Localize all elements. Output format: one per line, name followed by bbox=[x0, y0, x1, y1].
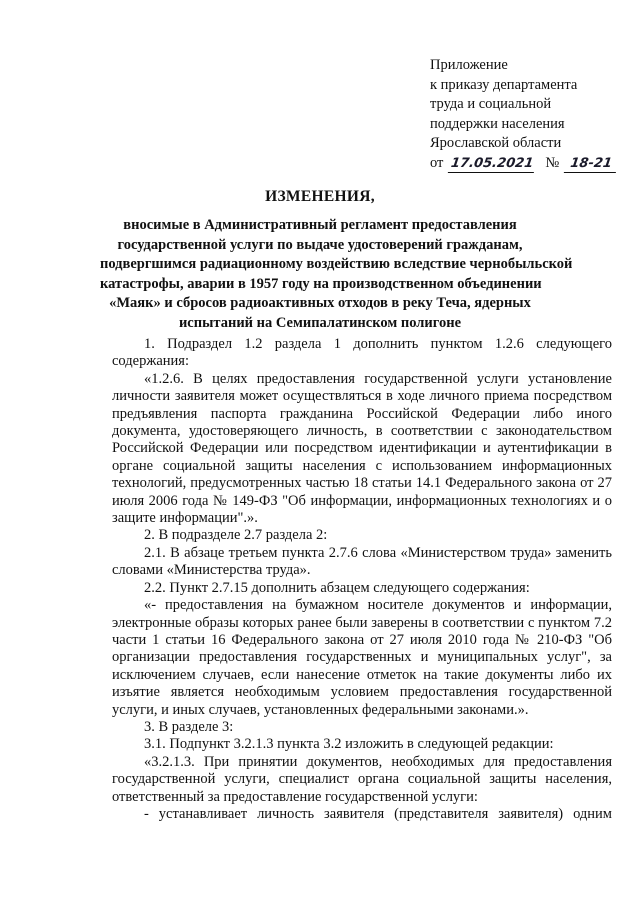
title-main: ИЗМЕНЕНИЯ, bbox=[265, 188, 375, 205]
appendix-block bbox=[430, 56, 630, 173]
date-number-line bbox=[430, 154, 630, 174]
paragraph: «1.2.6. В целях предоставления государственной услуги установление личности заявителя может осуществляться в ходе личного приема посредством предъявления паспорта гражданина Российской Федерации либо иного документа, удостоверяющего личность, в соответствии с законодательством Российской Федерации или посредством идентификации и аутентификации в органе социальной защиты населения с использованием информационных технологий, предусмотренных частью 18 статьи 14.1 Федерального закона от 27 июля 2006 года № 149-ФЗ "Об информации, информационных технологиях и о защите информации".». bbox=[112, 370, 612, 527]
paragraph: 2.2. Пункт 2.7.15 дополнить абзацем следующего содержания: bbox=[144, 579, 530, 596]
appendix-line: к приказу департамента bbox=[430, 76, 578, 93]
appendix-line: Ярославской области bbox=[430, 135, 562, 151]
handwritten-number: 18-21 bbox=[564, 156, 618, 173]
date-prefix: от bbox=[430, 154, 444, 171]
paragraph: «- предоставления на бумажном носителе документов и информации, электронные образы которых ранее были заверены в соответствии с пунктом 7.2 части 1 статьи 16 Федерального закона от 27 июля 2010 года № 210-ФЗ "Об организации предоставления государственных и муниципальных услуг", за исключением случаев, если нанесение отметок на такие документы либо их изъятие является необходимым условием предоставления государственной услуги, и иных случаев, установленных федеральными законами.». bbox=[112, 597, 612, 718]
title-subtitle bbox=[100, 216, 573, 333]
appendix-line: Приложение bbox=[430, 57, 508, 73]
appendix-line: труда и социальной bbox=[430, 96, 552, 112]
paragraph: 3. В разделе 3: bbox=[144, 718, 234, 735]
paragraph: 1. Подраздел 1.2 раздела 1 дополнить пунктом 1.2.6 следующего содержания: bbox=[112, 336, 612, 370]
title-line: подвергшимся радиационному воздействию вследствие чернобыльской bbox=[100, 256, 573, 272]
document-body bbox=[112, 336, 612, 823]
title-line: «Маяк» и сбросов радиоактивных отходов в реку Теча, ядерных bbox=[109, 295, 531, 311]
title-line: катастрофы, аварии в 1957 году на производственном объединении bbox=[100, 275, 542, 292]
paragraph: 2. В подразделе 2.7 раздела 2: bbox=[144, 527, 328, 544]
paragraph: 2.1. В абзаце третьем пункта 2.7.6 слова «Министерством труда» заменить словами «Министерства труда». bbox=[112, 544, 612, 579]
title-line: государственной услуги по выдаче удостоверений гражданам, bbox=[117, 236, 523, 253]
appendix-line: поддержки населения bbox=[430, 115, 565, 132]
document-title bbox=[100, 186, 573, 333]
paragraph: - устанавливает личность заявителя (представителя заявителя) одним bbox=[144, 805, 612, 822]
number-sign: № bbox=[545, 154, 560, 171]
paragraph: «3.2.1.3. При принятии документов, необходимых для предоставления государственной услуги, специалист органа социальной защиты населения, ответственный за предоставление государственной услуги: bbox=[112, 753, 612, 805]
paragraph: 3.1. Подпункт 3.2.1.3 пункта 3.2 изложить в следующей редакции: bbox=[144, 736, 554, 753]
title-line: испытаний на Семипалатинском полигоне bbox=[178, 314, 462, 331]
title-line: вносимые в Административный регламент предоставления bbox=[123, 217, 517, 233]
handwritten-date: 17.05.2021 bbox=[448, 156, 536, 173]
